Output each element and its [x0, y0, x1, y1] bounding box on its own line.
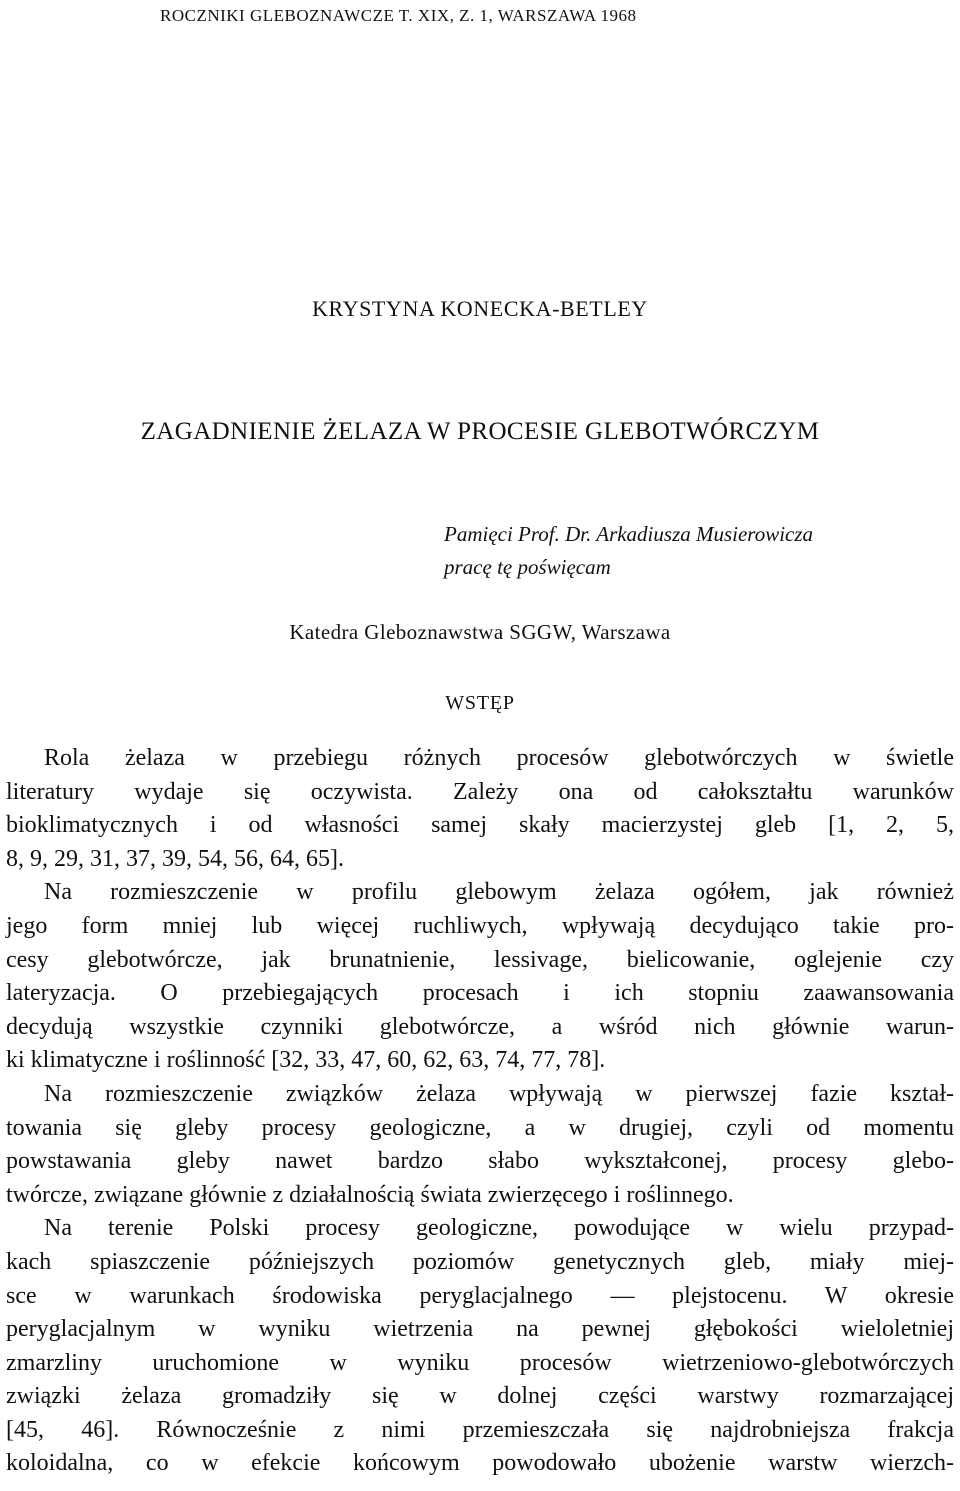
dedication [444, 518, 813, 584]
body-line: zmarzliny uruchomione w wyniku procesów wietrzeniowo-glebotwórczych [6, 1349, 954, 1376]
dedication-line: pracę tę poświęcam [444, 555, 611, 579]
body-line: sce w warunkach środowiska peryglacjalnego — plejstocenu. W okresie [6, 1282, 954, 1309]
body-line: związki żelaza gromadziły się w dolnej części warstwy rozmarzającej [6, 1383, 954, 1410]
affiliation: Katedra Gleboznawstwa SGGW, Warszawa [289, 620, 671, 644]
body-line: peryglacjalnym w wyniku wietrzenia na pewnej głębokości wieloletniej [6, 1316, 954, 1343]
body-line: Na rozmieszczenie związków żelaza wpływają w pierwszej fazie kształ- [44, 1080, 954, 1107]
body-line: kach spiaszczenie późniejszych poziomów genetycznych gleb, miały miej- [6, 1248, 954, 1275]
body-line: koloidalna, co w efekcie końcowym powodowało ubożenie warstw wierzch- [6, 1450, 954, 1477]
section-heading: WSTĘP [445, 692, 515, 714]
author-name: KRYSTYNA KONECKA-BETLEY [312, 296, 648, 321]
body-text [6, 742, 954, 1481]
body-line: lateryzacja. O przebiegających procesach i ich stopniu zaawansowania [6, 980, 954, 1007]
body-line: 8, 9, 29, 31, 37, 39, 54, 56, 64, 65]. [6, 845, 344, 872]
body-line: decydują wszystkie czynniki glebotwórcze, a wśród nich głównie warun- [6, 1013, 954, 1040]
body-line: Na rozmieszczenie w profilu glebowym żelaza ogółem, jak również [44, 879, 954, 906]
body-line: powstawania gleby nawet bardzo słabo wykształconej, procesy glebo- [6, 1148, 954, 1175]
body-line: [45, 46]. Równocześnie z nimi przemieszczała się najdrobniejsza frakcja [6, 1416, 954, 1443]
body-line: Na terenie Polski procesy geologiczne, powodujące w wielu przypad- [44, 1215, 954, 1242]
dedication-line: Pamięci Prof. Dr. Arkadiusza Musierowicza [444, 522, 814, 546]
body-line: Rola żelaza w przebiegu różnych procesów glebotwórczych w świetle [44, 745, 954, 771]
article-title: ZAGADNIENIE ŻELAZA W PROCESIE GLEBOTWÓRCZYM [140, 418, 820, 445]
body-line: twórcze, związane głównie z działalnością świata zwierzęcego i roślinnego. [6, 1181, 734, 1208]
body-line: cesy glebotwórcze, jak brunatnienie, lessivage, bielicowanie, oglejenie czy [6, 946, 954, 973]
body-line: bioklimatycznych i od własności samej skały macierzystej gleb [1, 2, 5, [6, 812, 954, 839]
body-line: literatury wydaje się oczywista. Zależy ona od całokształtu warunków [6, 778, 954, 805]
body-line: jego form mniej lub więcej ruchliwych, wpływają decydująco takie pro- [6, 912, 954, 939]
body-line: ki klimatyczne i roślinność [32, 33, 47, 60, 62, 63, 74, 77, 78]. [6, 1047, 606, 1074]
body-line: towania się gleby procesy geologiczne, a w drugiej, czyli od momentu [6, 1114, 954, 1141]
journal-header: ROCZNIKI GLEBOZNAWCZE T. XIX, Z. 1, WARSZAWA 1968 [160, 6, 637, 25]
